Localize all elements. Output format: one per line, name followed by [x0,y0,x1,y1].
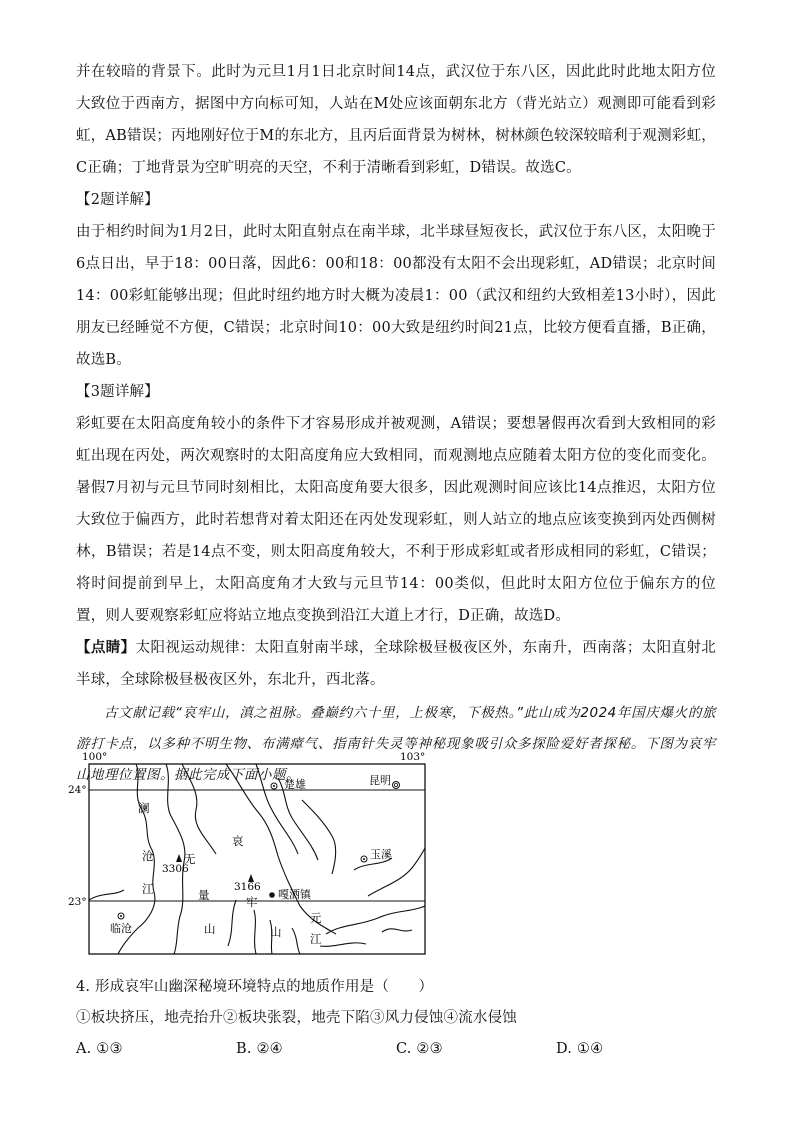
yuxi-label: 玉溪 [370,848,392,861]
yuanjiang-char-1: 元 [310,911,322,925]
option-a[interactable]: A. ①③ [76,1041,123,1057]
yuanjiang-char-2: 江 [310,932,322,946]
tip-paragraph [76,632,716,696]
option-list [76,1034,716,1065]
chuxiong-marker [271,783,277,789]
lincang-marker [118,913,124,919]
ailao-location-map [66,750,446,958]
ailao-char-2: 牢 [246,895,258,909]
gasa-marker [269,892,275,898]
river-8 [228,900,236,946]
question-4 [76,972,716,1065]
analysis-section [76,56,716,791]
river-11 [292,928,300,954]
wuliang-char-2: 量 [198,888,210,902]
gasa-label: 嘎洒镇 [278,888,311,901]
river-east [326,906,425,934]
question-statements: ①板块挤压，地壳抬升②板块张裂，地壳下陷③风力侵蚀④流水侵蚀 [76,1010,517,1026]
lat-bottom-label: 23° [68,896,87,908]
lincang-label: 临沧 [110,922,132,935]
material-intro: 古文献记载“哀牢山，滇之祖脉。叠巅约六十里，上极寒，下极热。”此山成为2024年国庆爆火的旅游打卡点，以多种不明生物、布满瘴气、指南针失灵等神秘现象吸引众多探险爱好者探秘。下图为哀牢山地理位置图。据此完成下面小题。 [76,705,716,783]
lancang-char-2: 沧 [142,849,154,863]
wuliang-peak-value: 3306 [162,863,189,875]
lon-left-label: 100° [82,751,108,763]
q3-analysis: 彩虹要在太阳高度角较小的条件下才容易形成并被观测，A错误；要想暑假再次看到大致相同的彩虹出现在丙处，两次观察时的太阳高度角应大致相同，而观测地点应随着太阳方位的变化而变化。暑假7月初与元旦节同时刻相比，太阳高度角要大很多，因此观测时间应该比14点推迟，太阳方位大致位于偏西方，此时若想背对着太阳还在丙处发现彩虹，则人站立的地点应该变换到丙处西侧树林，B错误；若是14点不变，则太阳高度角较大，不利于形成彩虹或者形成相同的彩虹，C错误；将时间提前到早上，太阳高度角才大致与元旦节14：00类似，但此时太阳方位位于偏东方的位置，则人要观察彩虹应将站立地点变换到沿江大道上才行，D正确，故选D。 [76,416,716,624]
lon-right-label: 103° [400,751,426,763]
lat-top-label: 24° [68,784,87,796]
chuxiong-label: 楚雄 [284,778,306,791]
q2-header: 【2题详解】 [76,192,159,208]
option-c[interactable]: C. ②③ [396,1041,443,1057]
river-14 [382,929,412,932]
option-d[interactable]: D. ①④ [556,1041,604,1057]
q3-header: 【3题详解】 [76,384,159,400]
wuliang-char-3: 山 [204,922,216,936]
q2-analysis: 由于相约时间为1月2日，此时太阳直射点在南半球，北半球昼短夜长，武汉位于东八区，太阳晚于6点日出，早于18：00日落，因此6：00和18：00都没有太阳不会出现彩虹，AD错误；北京时间14：00彩虹能够出现；但此时纽约地方时大概为凌晨1：00（武汉和纽约大致相差13小时），因此朋友已经睡觉不方便，C错误；北京时间10：00大致是纽约时间21点，比较方便看直播，B正确，故选B。 [76,224,716,368]
ailao-char-3: 山 [270,925,282,939]
question-stem: 4. 形成哀牢山幽深秘境环境特点的地质作用是（ ） [76,979,434,995]
tip-body: 太阳视运动规律：太阳直射南半球，全球除极昼极夜区外，东南升，西南落；太阳直射北半球，全球除极昼极夜区外，东北升，西北落。 [76,640,716,688]
lancang-char-1: 澜 [138,801,150,815]
map-svg [66,750,446,958]
tip-header: 【点睛】 [76,639,136,656]
wuliang-peak-marker [176,854,182,862]
yuxi-marker [361,856,367,862]
q1-analysis-tail: 并在较暗的背景下。此时为元旦1月1日北京时间14点，武汉位于东八区，因此此时此地太阳方位大致位于西南方，据图中方向标可知，人站在M处应该面朝东北方（背光站立）观测即可能看到彩虹，AB错误；丙地刚好位于M的东北方，且丙后面背景为树林，树林颜色较深较暗利于观测彩虹，C正确；丁地背景为空旷明亮的天空，不利于清晰看到彩虹，D错误。故选C。 [76,64,716,176]
ailao-peak-value: 3166 [234,881,261,893]
river-15 [89,890,124,900]
kunming-label: 昆明 [369,774,391,787]
river-9 [254,910,256,954]
option-b[interactable]: B. ②④ [236,1041,283,1057]
river-3 [182,764,216,854]
river-2 [166,764,185,954]
river-7 [302,800,336,874]
wuliang-char-1: 无 [184,852,196,866]
river-12 [320,943,366,946]
ailao-char-1: 哀 [232,834,244,848]
lancang-char-3: 江 [142,882,154,896]
kunming-marker [393,782,400,789]
